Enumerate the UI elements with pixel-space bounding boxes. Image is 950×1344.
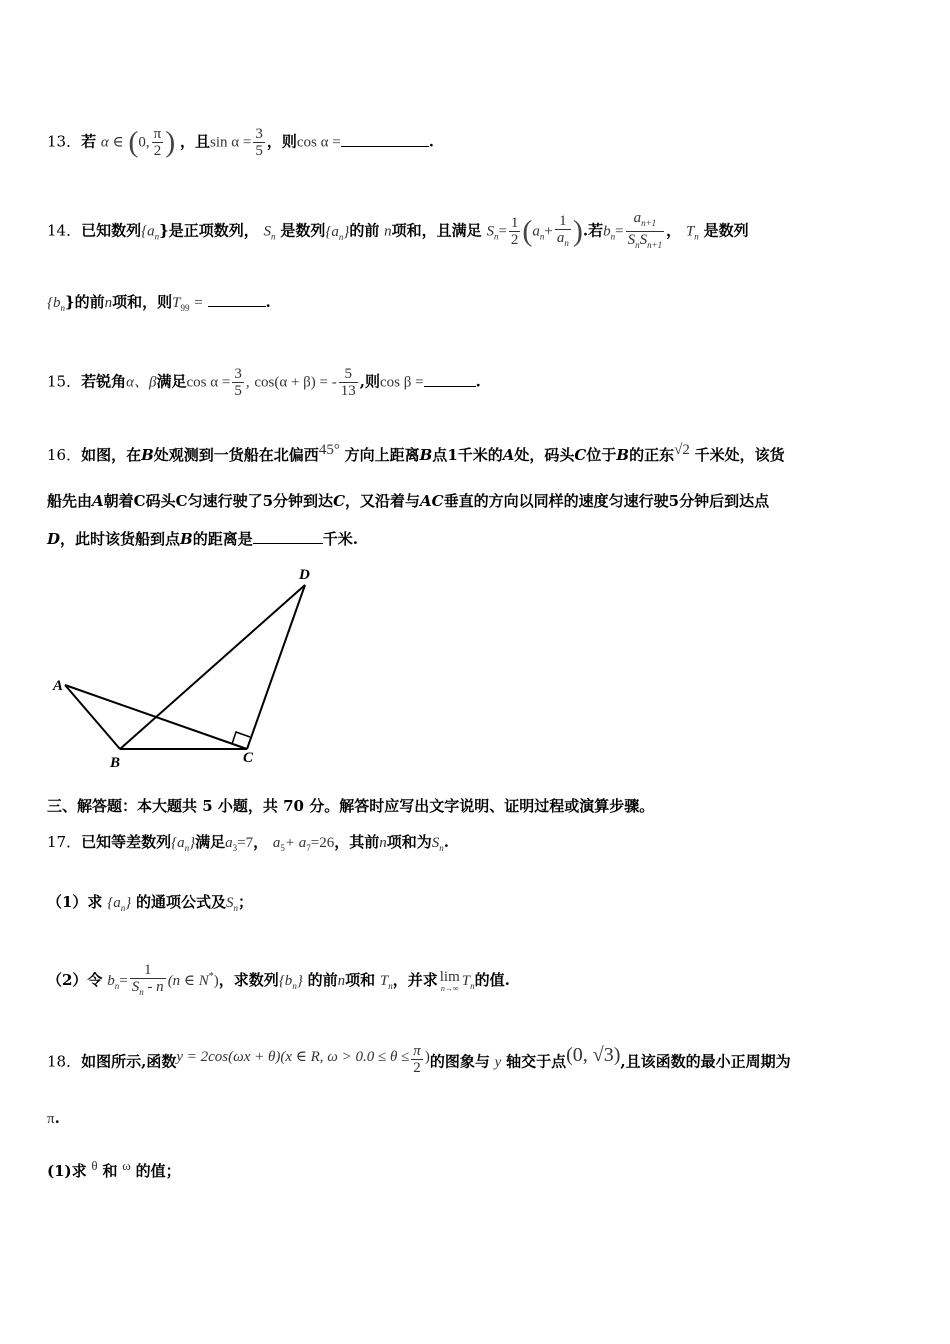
text: 项和 <box>345 971 376 989</box>
question-number: 14． <box>47 221 82 240</box>
text: 项和，且满足 <box>391 221 482 240</box>
question-13 <box>47 126 434 159</box>
denominator: 5 <box>255 143 263 159</box>
text: 5 <box>262 492 274 510</box>
question-number: 18． <box>47 1052 82 1071</box>
math: , <box>245 374 250 391</box>
text: 的距离是 <box>192 530 253 548</box>
text: ，此时该货船到点 <box>60 530 181 548</box>
math: n→∞ <box>440 984 459 993</box>
math: y = 2cos(ωx + θ)(x ∈ R, ω > 0.0 ≤ θ ≤ <box>176 1048 410 1065</box>
math: b <box>107 973 115 989</box>
math: a <box>272 835 281 851</box>
math: √2 <box>674 442 690 458</box>
numerator: 3 <box>234 366 242 382</box>
text: 船先由 <box>47 492 93 510</box>
denominator: 2 <box>413 1060 421 1076</box>
fraction <box>339 366 358 399</box>
text: 如图，在 <box>81 446 142 464</box>
triangle-figure <box>45 560 335 775</box>
text: 点 <box>432 446 448 464</box>
math: * <box>208 971 214 982</box>
segment-BD <box>120 585 305 749</box>
text: ，其前 <box>334 833 380 851</box>
label-C: C <box>243 750 254 766</box>
text: 的通项公式及 <box>136 893 227 911</box>
answer-blank[interactable] <box>341 132 429 147</box>
text: ,且该函数的最小正周期为 <box>620 1052 791 1071</box>
text: 若 <box>81 132 97 151</box>
math: ) <box>213 973 219 989</box>
text: 的前 <box>349 221 380 240</box>
answer-blank[interactable] <box>253 529 323 544</box>
question-18-part-1 <box>47 1156 181 1181</box>
math: ω <box>122 1158 131 1173</box>
text: . <box>428 132 434 151</box>
text: 分钟后到达点 <box>679 492 770 510</box>
denominator: - n <box>147 979 164 995</box>
math: n <box>379 835 387 851</box>
bracket: ) <box>165 125 176 159</box>
numerator: 1 <box>130 962 166 979</box>
answer-blank[interactable] <box>424 372 476 387</box>
math: + a <box>284 835 307 851</box>
question-14: 14．已知数列$\{a_n\}$是正项数列， $S_n$ 是数列$\{a_n\}$的前 n项和，且满足 $S_n=$ $\frac{1}{2}$ ($a_n+$ $\frac{1}{a_n}$ ).若$b_n=$ $\frac{a_{n+1}}{S_nS_{n+1}}$ ， $T_n$ 是数列 <box>47 210 749 253</box>
fraction <box>411 1043 423 1076</box>
question-16-line-3: D，此时该货船到点B的距离是 千米. <box>47 530 358 548</box>
math: a <box>177 835 185 851</box>
text: (1)求 <box>47 1162 87 1180</box>
limit <box>440 969 460 993</box>
question-17: 17．已知等差数列$\{a_n\}$满足$a_3=7$， $a_5+ a_7=26$，其前n项和为$S_n$. <box>47 833 449 853</box>
math: + <box>544 223 553 240</box>
fraction: $\frac{1}{a_n}$ <box>556 212 569 248</box>
text: }的前 <box>65 293 105 311</box>
label-A: A <box>53 678 64 694</box>
denominator: 2 <box>510 232 519 248</box>
text: 千米. <box>322 530 358 548</box>
question-18-line-2 <box>47 1108 60 1129</box>
text: 满足 <box>156 372 187 391</box>
question-15 <box>47 366 481 399</box>
math: α ∈ <box>100 134 124 151</box>
text: 是数列 <box>280 221 326 240</box>
text: 项和为 <box>386 833 432 851</box>
text: . <box>475 372 481 391</box>
math: cos α = <box>186 374 231 391</box>
numerator: 1 <box>510 215 519 231</box>
math: {b <box>47 295 61 311</box>
fraction <box>232 366 244 399</box>
text: 处观测到一货船在北偏西 <box>153 446 319 464</box>
question-16: 16．如图，在B处观测到一货船在北偏西$^{45^\circ}$ 方向上距离B点1千米的A处，码头C位于B的正东$^{√2}$ 千米处，该货 <box>47 442 785 464</box>
text: 轴交于点 <box>506 1052 567 1071</box>
text: .若 <box>582 221 604 240</box>
text: 满足 <box>195 833 226 851</box>
text: 千米的 <box>457 446 503 464</box>
math: 99 <box>180 303 190 313</box>
text: ，求数列 <box>218 971 279 989</box>
math: S <box>431 835 440 851</box>
math: {a <box>141 223 155 240</box>
point-label: C <box>574 446 587 464</box>
math: = <box>119 973 128 989</box>
text: （2）令 <box>47 971 103 989</box>
text: 项和，则 <box>112 293 173 311</box>
answer-blank[interactable] <box>208 292 266 307</box>
math: S <box>486 223 494 240</box>
question-number: 15． <box>47 372 82 391</box>
label-B: B <box>110 755 121 771</box>
text: 位于 <box>586 446 617 464</box>
math: (0, √3) <box>566 1043 621 1066</box>
math: =7 <box>237 835 254 851</box>
question-number: 13． <box>47 132 82 151</box>
text: 朝着 <box>103 492 134 510</box>
text: 垂直的方向以同样的速度匀速行驶 <box>443 492 669 510</box>
math: cos α = <box>296 134 341 151</box>
text: . <box>265 293 271 311</box>
text: ； <box>238 893 254 911</box>
math: (n ∈ N <box>167 973 209 989</box>
question-17-part-1: （1）求 $\{a_n\}$ 的通项公式及$S_n$； <box>47 893 254 913</box>
math: 0, <box>138 134 150 151</box>
right-angle-mark <box>232 732 250 744</box>
math: = <box>194 295 203 311</box>
math: a <box>532 223 540 240</box>
text: 处，码头 <box>514 446 575 464</box>
math: 45° <box>318 442 340 458</box>
text: . <box>54 1109 60 1127</box>
text: ， <box>253 833 269 851</box>
label-D: D <box>299 567 310 583</box>
bracket: ( <box>128 125 139 159</box>
question-17-part-2: （2）令 $b_n=$ $\frac{1}{S_n - n}$ (n ∈ N*)，求数列$\{b_n\}$ 的前n项和 $T_n$，并求 lim n→∞ $T_n$的值. <box>47 962 510 1000</box>
math: cos β = <box>379 374 424 391</box>
fraction: $\frac{1}{S_n - n}$ <box>131 962 164 997</box>
text: （1）求 <box>47 893 103 911</box>
math: T <box>172 295 181 311</box>
question-18 <box>47 1043 791 1079</box>
question-number: 17． <box>47 833 82 851</box>
math: =26 <box>310 835 335 851</box>
text: 码头 <box>145 492 176 510</box>
text: 匀速行驶了 <box>187 492 263 510</box>
point-label: B <box>141 446 154 464</box>
point-label: D <box>47 530 61 548</box>
text: 方向上距离 <box>344 446 420 464</box>
text: ，又沿着与 <box>345 492 421 510</box>
text: }是正项数列， <box>159 221 259 240</box>
math: θ <box>91 1158 98 1173</box>
text: 的前 <box>307 971 338 989</box>
math: b <box>603 223 611 240</box>
point-label: A <box>502 446 515 464</box>
denominator: 13 <box>340 383 356 399</box>
text: 的图象与 <box>429 1052 490 1071</box>
text: 如图所示,函数 <box>81 1052 177 1071</box>
denominator: 5 <box>234 383 242 399</box>
fraction <box>253 126 265 159</box>
math: n <box>384 223 392 240</box>
text: 若锐角 <box>81 372 127 391</box>
math: T <box>685 223 695 240</box>
numerator: π <box>413 1043 421 1059</box>
text: ，且 <box>180 132 211 151</box>
text: ， <box>666 221 682 240</box>
fraction <box>509 215 521 248</box>
text: AC <box>420 492 444 510</box>
numerator: 5 <box>339 366 358 383</box>
text: 的值. <box>474 971 510 989</box>
text: 和 <box>102 1162 118 1180</box>
denominator: 2 <box>153 143 162 159</box>
fraction <box>152 126 164 159</box>
question-number: 16． <box>47 446 82 464</box>
text: 的值； <box>135 1162 181 1180</box>
text: ，则 <box>266 132 297 151</box>
section-heading: 三、解答题：本大题共 5 小题，共 70 分。解答时应写出文字说明、证明过程或演算步骤。 <box>47 797 655 815</box>
text: 已知数列 <box>81 221 142 240</box>
numerator: π <box>153 126 162 142</box>
text: 分钟到达 <box>273 492 334 510</box>
denominator: S <box>131 979 140 995</box>
text: 1 <box>447 446 458 464</box>
text: ，并求 <box>392 971 438 989</box>
text: ,则 <box>359 372 380 391</box>
math: sin α = <box>210 134 252 151</box>
math: T <box>379 973 389 989</box>
fraction: $\frac{a_{n+1}}{S_nS_{n+1}}$ <box>627 210 663 250</box>
math: ) <box>424 1048 430 1065</box>
text: 的正东 <box>629 446 675 464</box>
text: 已知等差数列 <box>81 833 172 851</box>
math: α、β <box>126 374 157 391</box>
math: y <box>494 1054 502 1071</box>
numerator: 3 <box>255 126 263 142</box>
math: S <box>263 223 272 240</box>
math: cos(α + β) = - <box>254 374 337 391</box>
math: a <box>225 835 233 851</box>
text: 千米处，该货 <box>694 446 785 464</box>
text: 是数列 <box>703 221 749 240</box>
question-14-line-2: $\{b_n\}$的前n项和，则$T_{99}$ = . <box>47 293 271 313</box>
math: lim <box>439 969 460 985</box>
math: π <box>47 1111 55 1127</box>
text: . <box>443 833 449 851</box>
question-16-line-2: 船先由A朝着C码头C匀速行驶了5分钟到达C，又沿着与AC垂直的方向以同样的速度匀速行驶5分钟后到达点 <box>47 492 770 510</box>
